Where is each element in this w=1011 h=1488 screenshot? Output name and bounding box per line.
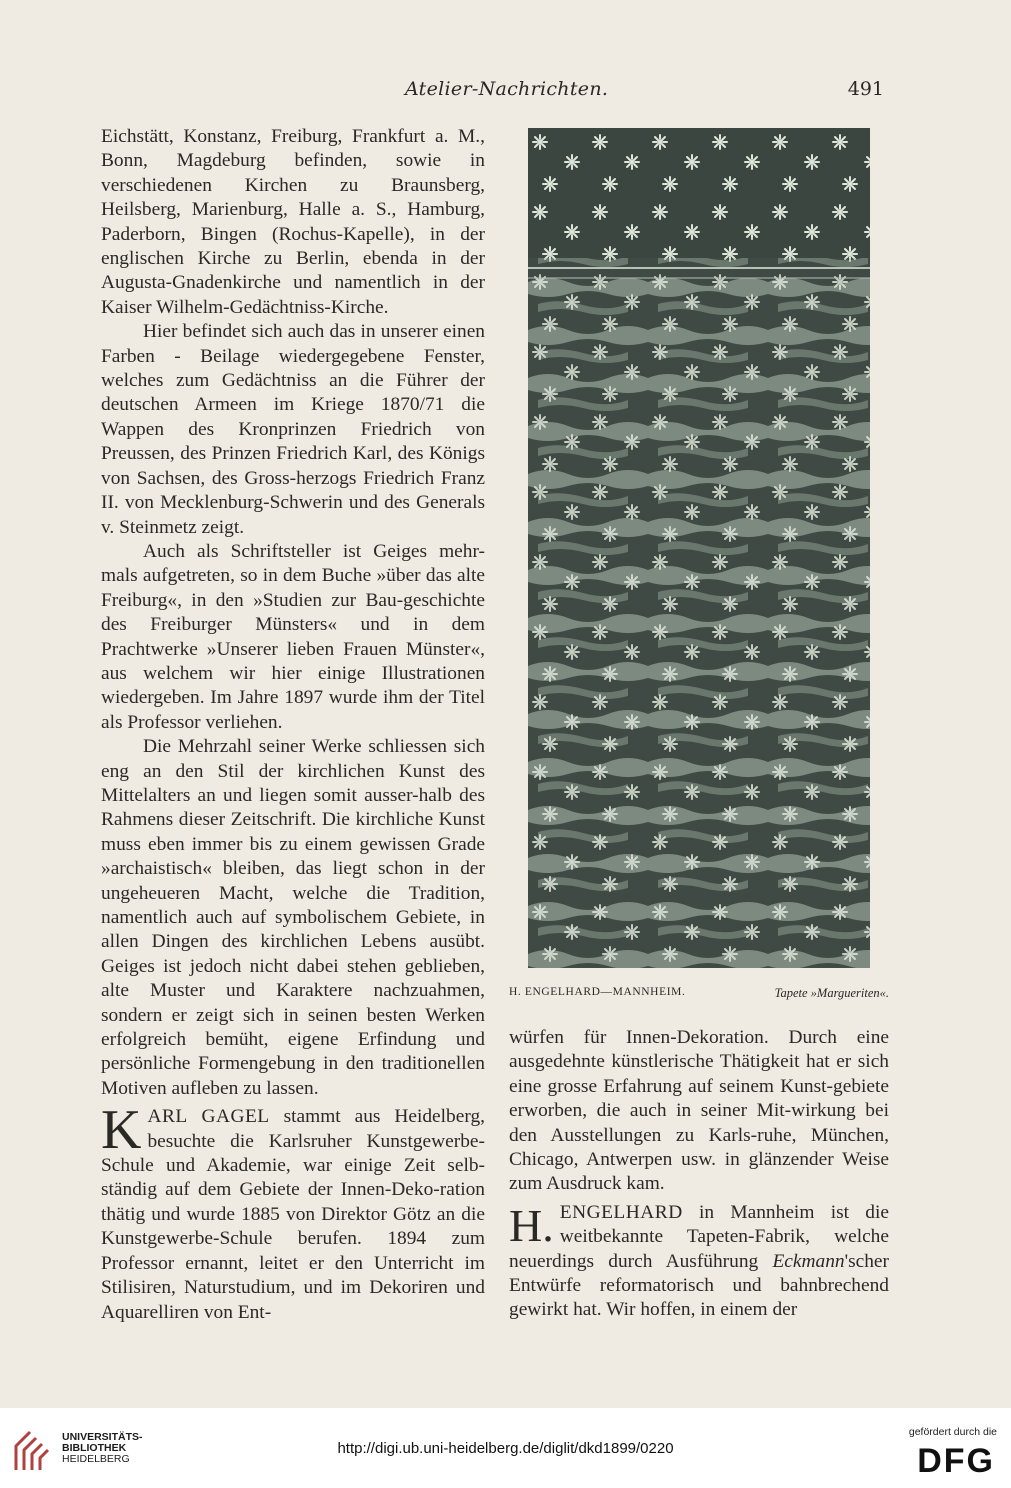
drop-cap: K (101, 1099, 142, 1162)
footer-bar (0, 1408, 1011, 1488)
paragraph-text: in Mannheim ist die weitbekannte Tapeten-Fabrik, welche neuerdings durch Ausführung (509, 1201, 889, 1272)
dfg-logo: DFG (917, 1442, 995, 1480)
right-column (509, 1026, 889, 1323)
wallpaper-image (528, 128, 870, 968)
artist-name: Eckmann (772, 1250, 845, 1272)
funding-note: gefördert durch die (908, 1426, 997, 1438)
paragraph: Hier befindet sich auch das in unserer einen Farben - Beilage wiedergegebene Fenster, welches zum Gedächtniss an die Führer der deutschen Armeen im Kriege 1870/71 die Wappen des Kronprinzen Friedrich von Preussen, des Prinzen Friedrich Karl, des Königs von Sachsen, des Gross-herzogs Friedrich Franz II. von Mecklenburg-Schwerin und des Generals v. Steinmetz zeigt. (101, 321, 485, 538)
running-head (0, 78, 1011, 102)
gagel-paragraph (101, 1099, 485, 1325)
person-name: ARL GAGEL (147, 1106, 270, 1128)
source-url[interactable]: http://digi.ub.uni-heidelberg.de/diglit/dkd1899/0220 (337, 1440, 674, 1457)
company-name: ENGELHARD (559, 1201, 683, 1223)
university-library-name: UNIVERSITÄTS- BIBLIOTHEK HEIDELBERG (62, 1431, 143, 1465)
paragraph: Auch als Schriftsteller ist Geiges mehr-mals aufgetreten, so in dem Buche »über das alte Freiburg«, in den »Studien zur Bau-geschichte des Freiburger Münsters« und in dem Prachtwerke »Unserer lieben Frauen Münster«, aus welchem wir hier einige Illustrationen wiedergeben. Im Jahre 1897 wurde ihm der Titel als Professor verliehen. (101, 540, 485, 733)
page-number: 491 (847, 78, 884, 100)
wallpaper-illustration (528, 128, 870, 968)
paragraph: Eichstätt, Konstanz, Freiburg, Frankfurt a. M., Bonn, Magdeburg befinden, sowie in verschiedenen Kirchen zu Braunsberg, Heilsberg, Marienburg, Halle a. S., Hamburg, Paderborn, Bingen (Rochus-Kapelle), in der englischen Kirche zu Berlin, ebenda in der Augusta-Gnadenkirche und namentlich in der Kaiser Wilhelm-Gedächtniss-Kirche. (101, 126, 485, 318)
engelhard-paragraph (509, 1201, 889, 1323)
left-column (101, 125, 485, 1325)
running-head-title: Atelier-Nachrichten. (405, 78, 609, 100)
paragraph-text: 'scher Entwürfe reformatorisch und bahnbrechend gewirkt hat. Wir hoffen, in einem der (509, 1250, 889, 1321)
caption-title: Tapete »Margueriten«. (774, 986, 889, 1000)
paragraph: Die Mehrzahl seiner Werke schliessen sich eng an den Stil der kirchlichen Kunst des Mittelalters an und liegen somit ausser-halb des Rahmens dieser Zeitschrift. Die kirchliche Kunst muss eben immer bis zu einem gewissen Grade »archaistisch« bleiben, das liegt schon in der ungeheueren Macht, welche die Tradition, namentlich auch auf symbolischem Gebiete, in allen Dingen des kirchlichen Lebens ausübt. Geiges ist jedoch nicht dabei stehen geblieben, alte Muster und Karaktere nachzuahmen, sondern er zeigt sich in seinen besten Werken erfolgreich bemüht, eigene Erfindung und persönliche Formengebung in den traditionellen Motiven aufleben zu lassen. (101, 736, 485, 1099)
paragraph-text: stammt aus Heidelberg, besuchte die Karlsruher Kunstgewerbe-Schule und Akademie, war einige Zeit selb-ständig auf dem Gebiete der Innen-Deko-ration thätig und wurde 1885 von Direktor Götz an die Kunstgewerbe-Schule berufen. 1894 zum Professor ernannt, leitet er den Unterricht im Stilisiren, Naturstudium, und im Dekoriren und Aquarelliren von Ent- (101, 1106, 485, 1323)
paragraph: würfen für Innen-Dekoration. Durch eine ausgedehnte künstlerische Thätigkeit hat er sich eine grosse Erfahrung auf seinem Kunst-gebiete erworben, die auch in seiner Mit-wirkung bei den Ausstellungen zu Karls-ruhe, München, Chicago, Antwerpen usw. in glänzender Weise zum Ausdruck kam. (509, 1027, 889, 1195)
caption-maker: H. ENGELHARD—MANNHEIM. (509, 986, 686, 998)
drop-cap: H. (509, 1199, 554, 1251)
